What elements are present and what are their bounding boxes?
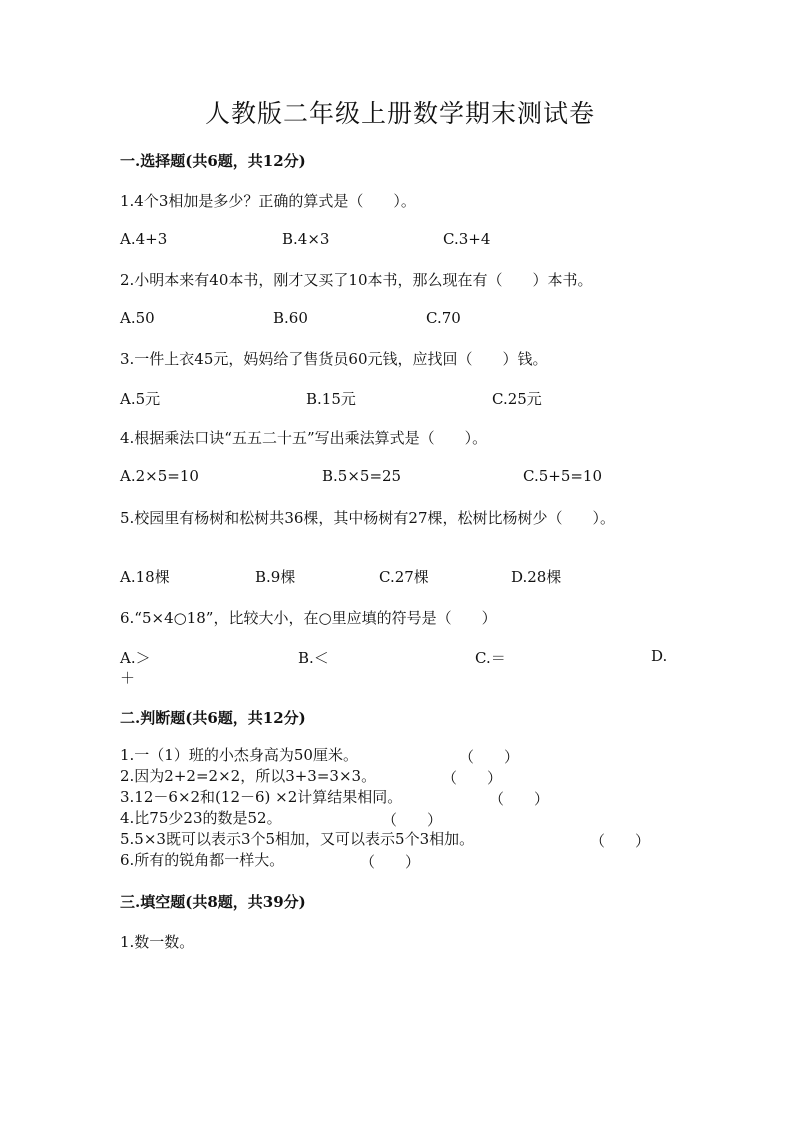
question-6-option-d: D. [651,647,668,665]
section-heading-true-false: 二.判断题(共6题，共12分) [120,709,306,727]
judgement-item-3-paren: （ ） [489,790,550,808]
judgement-item-5-paren: （ ） [590,832,651,850]
question-6-option-b: B.＜ [298,649,329,667]
question-3-option-c: C.25元 [492,390,542,408]
question-6-option-a: A.＞ [120,649,151,667]
question-5: 5.校园里有杨树和松树共36棵，其中杨树有27棵，松树比杨树少（ ）。 [120,509,615,527]
question-3-option-a: A.5元 [120,390,161,408]
fill-question-1: 1.数一数。 [120,933,195,951]
judgement-item-2-paren: （ ） [442,769,503,787]
judgement-item-6: 6.所有的锐角都一样大。 [120,851,285,869]
question-6-option-c: C.＝ [475,649,506,667]
section-heading-choice: 一.选择题(共6题，共12分) [120,152,306,170]
question-1: 1.4个3相加是多少？正确的算式是（ ）。 [120,192,416,210]
judgement-item-1-paren: （ ） [459,748,520,766]
judgement-item-3: 3.12－6×2和(12－6) ×2计算结果相同。 [120,788,403,806]
question-2: 2.小明本来有40本书，刚才又买了10本书，那么现在有（ ）本书。 [120,271,593,289]
question-5-option-a: A.18棵 [120,568,170,586]
section-heading-fill-blank: 三.填空题(共8题，共39分) [120,893,306,911]
judgement-item-4-paren: （ ） [382,811,443,829]
question-1-option-b: B.4×3 [282,230,330,248]
question-6: 6.“5×4○18”，比较大小，在○里应填的符号是（ ） [120,609,497,627]
page-title: 人教版二年级上册数学期末测试卷 [204,99,595,128]
question-4-option-a: A.2×5=10 [120,467,199,485]
judgement-item-4: 4.比75少23的数是52。 [120,809,282,827]
judgement-item-6-paren: （ ） [360,853,421,871]
judgement-item-2: 2.因为2+2=2×2，所以3+3=3×3。 [120,767,377,785]
question-5-option-d: D.28棵 [511,568,562,586]
question-3: 3.一件上衣45元，妈妈给了售货员60元钱，应找回（ ）钱。 [120,350,548,368]
question-2-option-b: B.60 [273,309,308,327]
question-4-option-b: B.5×5=25 [322,467,402,485]
question-5-option-c: C.27棵 [379,568,429,586]
question-2-option-a: A.50 [120,309,155,327]
question-2-option-c: C.70 [426,309,461,327]
question-4-option-c: C.5+5=10 [523,467,603,485]
judgement-item-5: 5.5×3既可以表示3个5相加，又可以表示5个3相加。 [120,830,475,848]
question-5-option-b: B.9棵 [255,568,296,586]
question-1-option-c: C.3+4 [443,230,491,248]
question-3-option-b: B.15元 [306,390,356,408]
question-1-option-a: A.4+3 [120,230,168,248]
question-4: 4.根据乘法口诀“五五二十五”写出乘法算式是（ ）。 [120,429,488,447]
judgement-item-1: 1.一（1）班的小杰身高为50厘米。 [120,746,358,764]
question-6-option-d-symbol: ＋ [120,669,136,687]
